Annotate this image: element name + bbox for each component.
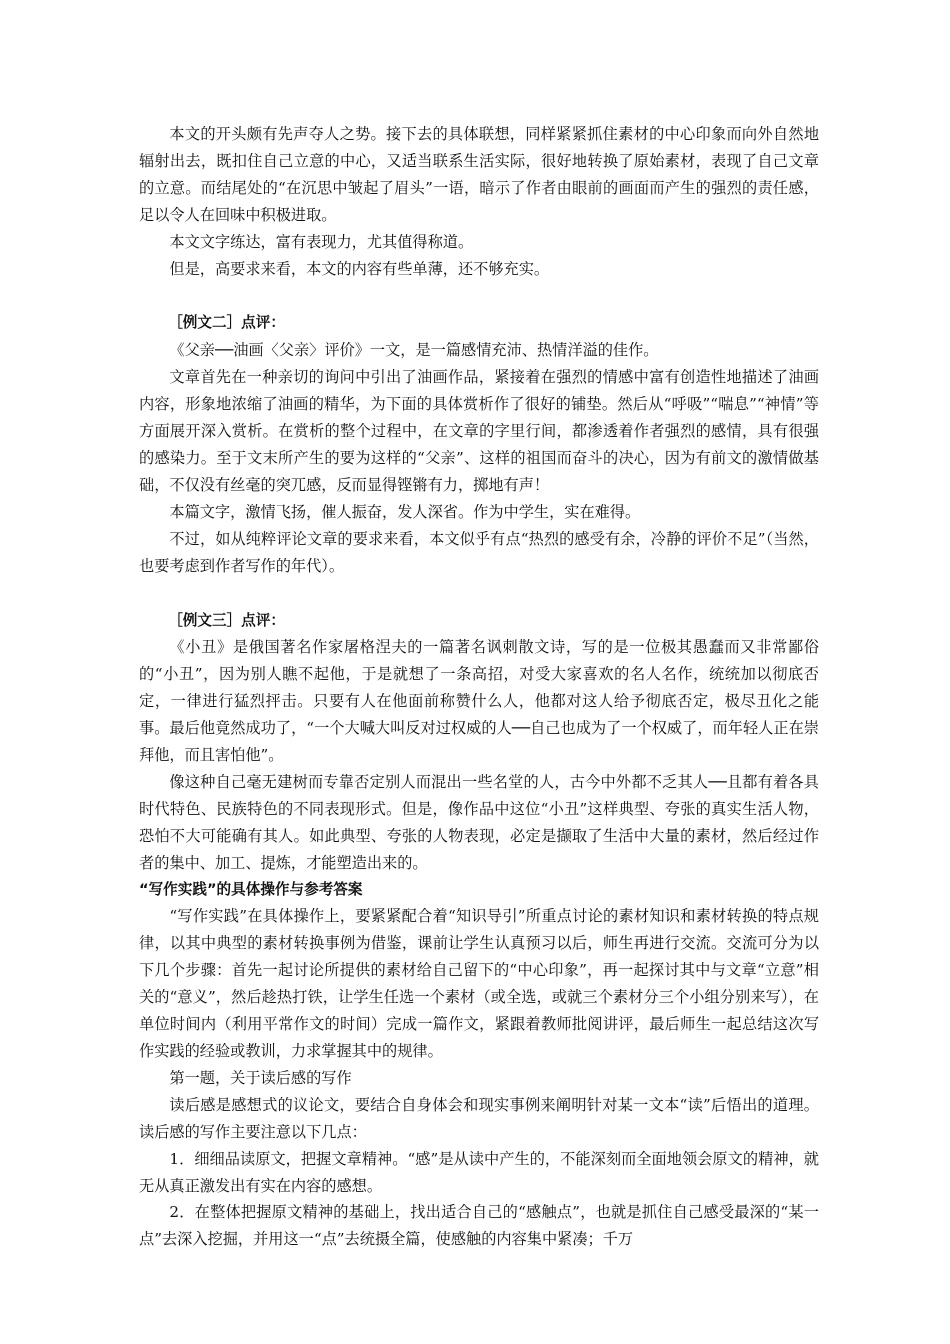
review3-heading: ［例文三］点评： xyxy=(168,611,285,629)
review3-paragraph-2: 像这种自己毫无建树而专靠否定别人而混出一些名堂的人，古今中外都不乏其人──且都有着各具时代特色、民族特色的不同表现形式。但是，像作品中这位“小丑”这样典型、夸张的真实生活人物，恐怕不大可能确有其人。如此典型、夸张的人物表现，必定是撷取了生活中大量的素材，然后经过作者的集中、加工、提炼，才能塑造出来的。 xyxy=(139,772,819,872)
practice-point-2: 2．在整体把握原文精神的基础上，找出适合自己的“感触点”，也就是抓住自己感受最深的“某一点”去深入挖掘，并用这一“点”去统摄全篇，使感触的内容集中紧凑；千万 xyxy=(139,1203,819,1249)
review2-paragraph-1: 《父亲──油画〈父亲〉评价》一文，是一篇感情充沛、热情洋溢的佳作。 xyxy=(169,341,659,360)
document-body xyxy=(139,121,819,1253)
practice-point-1: 1．细细品读原文，把握文章精神。“感”是从读中产生的，不能深刻而全面地领会原文的精神，就无从真正激发出有实在内容的感想。 xyxy=(139,1149,819,1195)
practice-paragraph-2: 读后感是感想式的议论文，要结合自身体会和现实事例来阐明针对某一文本“读”后悟出的道理。读后感的写作主要注意以下几点： xyxy=(139,1095,819,1141)
practice-topic-title: 第一题，关于读后感的写作 xyxy=(169,1068,352,1087)
section-spacer xyxy=(139,282,819,310)
review1-paragraph-1: 本文的开头颇有先声夺人之势。接下去的具体联想，同样紧紧抓住素材的中心印象而向外自然地辐射出去，既扣住自己立意的中心，又适当联系生活实际，很好地转换了原始素材，表现了自己文章的立意。而结尾处的“在沉思中皱起了眉头”一语，暗示了作者由眼前的画面而产生的强烈的责任感，足以令人在回味中积极进取。 xyxy=(139,125,819,224)
review2-paragraph-2: 文章首先在一种亲切的询问中引出了油画作品，紧接着在强烈的情感中富有创造性地描述了油画内容，形象地浓缩了油画的精华，为下面的具体赏析作了很好的铺垫。然后从“呼吸”“喘息”“神情”等方面展开深入赏析。在赏析的整个过程中，在文章的字里行间，都渗透着作者强烈的感情，具有很强的感染力。至于文末所产生的要为这样的“父亲”、这样的祖国而奋斗的决心，因为有前文的激情做基础，不仅没有丝毫的突兀感，反而显得铿锵有力，掷地有声！ xyxy=(139,368,819,494)
review2-heading: ［例文二］点评： xyxy=(168,314,285,332)
section-spacer xyxy=(139,580,819,608)
practice-heading: “写作实践”的具体操作与参考答案 xyxy=(139,880,363,898)
review2-paragraph-3: 本篇文字，激情飞扬，催人振奋，发人深省。作为中学生，实在难得。 xyxy=(169,502,641,521)
practice-paragraph-1: “写作实践”在具体操作上，要紧紧配合着“知识导引”所重点讨论的素材知识和素材转换的特点规律，以其中典型的素材转换事例为借鉴，课前让学生认真预习以后，师生再进行交流。交流可分为以下几个步骤：首先一起讨论所提供的素材给自己留下的“中心印象”，再一起探讨其中与文章“立意”相关的“意义”，然后趁热打铁，让学生任选一个素材（或全选，或就三个素材分三个小组分别来写），在单位时间内（利用平常作文的时间）完成一篇作文，紧跟着教师批阅讲评，最后师生一起总结这次写作实践的经验或教训，力求掌握其中的规律。 xyxy=(139,907,819,1060)
review1-paragraph-3: 但是，高要求来看，本文的内容有些单薄，还不够充实。 xyxy=(169,259,550,278)
review2-paragraph-4: 不过，如从纯粹评论文章的要求来看，本文似乎有点“热烈的感受有余，冷静的评价不足”（当然，也要考虑到作者写作的年代）。 xyxy=(139,529,819,575)
review1-paragraph-2: 本文文字练达，富有表现力，尤其值得称道。 xyxy=(169,232,474,251)
review3-paragraph-1: 《小丑》是俄国著名作家屠格涅夫的一篇著名讽刺散文诗，写的是一位极其愚蠢而又非常鄙俗的“小丑”，因为别人瞧不起他，于是就想了一条高招，对受大家喜欢的名人名作，统统加以彻底否定，一律进行猛烈抨击。只要有人在他面前称赞什么人，他都对这人给予彻底否定，极尽丑化之能事。最后他竟然成功了，“一个大喊大叫反对过权威的人──自己也成为了一个权威了，而年轻人正在崇拜他，而且害怕他”。 xyxy=(139,638,819,765)
